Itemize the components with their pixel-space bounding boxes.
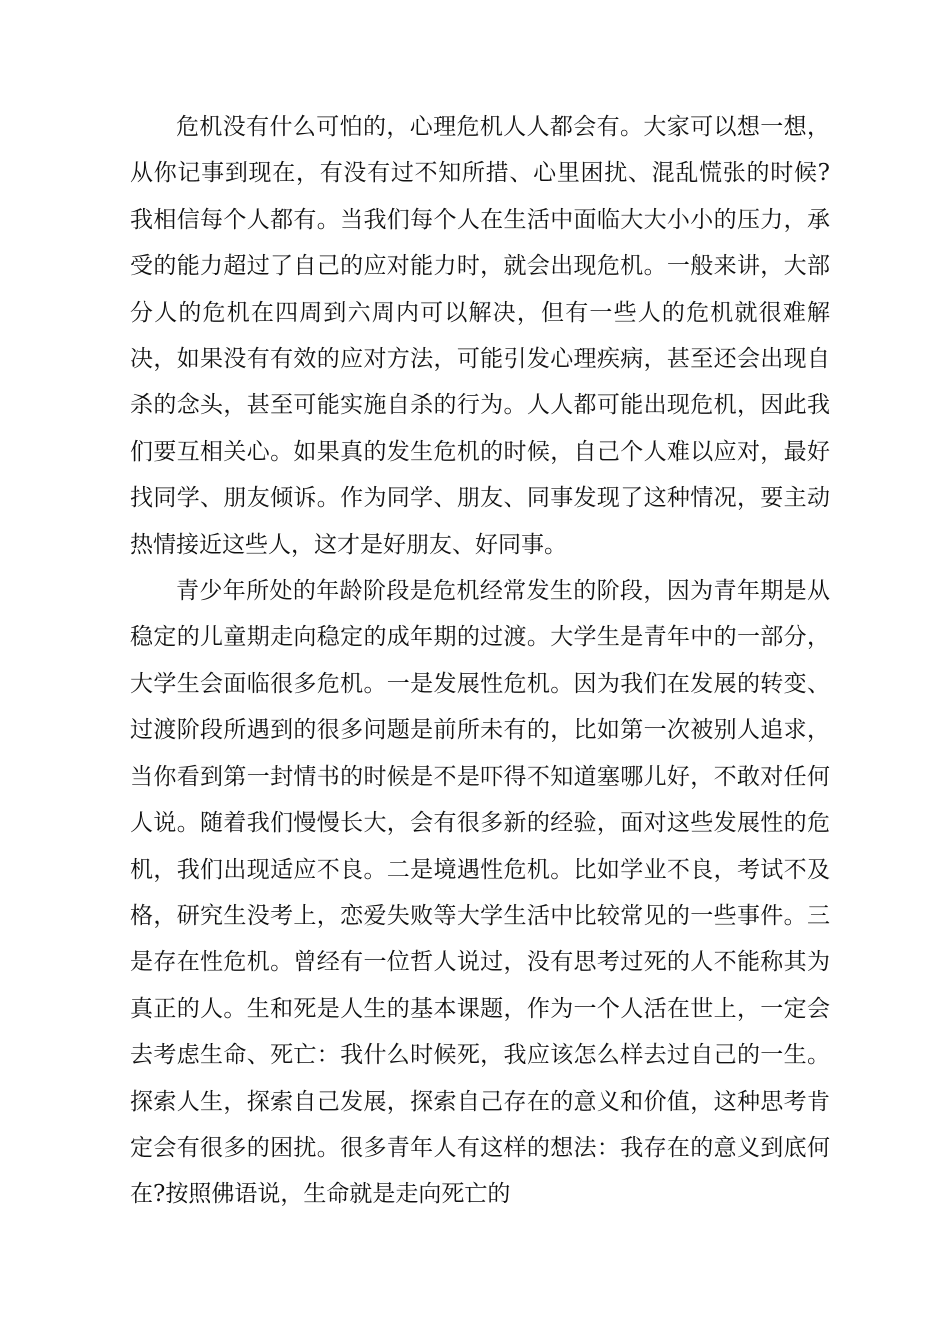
body-text <box>130 104 830 1218</box>
paragraph-2: 青少年所处的年龄阶段是危机经常发生的阶段，因为青年期是从稳定的儿童期走向稳定的成年期的过渡。大学生是青年中的一部分，大学生会面临很多危机。一是发展性危机。因为我们在发展的转变、过渡阶段所遇到的很多问题是前所未有的，比如第一次被别人追求，当你看到第一封情书的时候是不是吓得不知道塞哪儿好，不敢对任何人说。随着我们慢慢长大，会有很多新的经验，面对这些发展性的危机，我们出现适应不良。二是境遇性危机。比如学业不良，考试不及格，研究生没考上，恋爱失败等大学生活中比较常见的一些事件。三是存在性危机。曾经有一位哲人说过，没有思考过死的人不能称其为真正的人。生和死是人生的基本课题，作为一个人活在世上，一定会去考虑生命、死亡：我什么时候死，我应该怎么样去过自己的一生。探索人生，探索自己发展，探索自己存在的意义和价值，这种思考肯定会有很多的困扰。很多青年人有这样的想法：我存在的意义到底何在?按照佛语说，生命就是走向死亡的 <box>130 578 830 1208</box>
paragraph-1: 危机没有什么可怕的，心理危机人人都会有。大家可以想一想，从你记事到现在，有没有过不知所措、心里困扰、混乱慌张的时候?我相信每个人都有。当我们每个人在生活中面临大大小小的压力，承受的能力超过了自己的应对能力时，就会出现危机。一般来讲，大部分人的危机在四周到六周内可以解决，但有一些人的危机就很难解决，如果没有有效的应对方法，可能引发心理疾病，甚至还会出现自杀的念头，甚至可能实施自杀的行为。人人都可能出现危机，因此我们要互相关心。如果真的发生危机的时候，自己个人难以应对，最好找同学、朋友倾诉。作为同学、朋友、同事发现了这种情况，要主动热情接近这些人，这才是好朋友、好同事。 <box>130 114 830 558</box>
